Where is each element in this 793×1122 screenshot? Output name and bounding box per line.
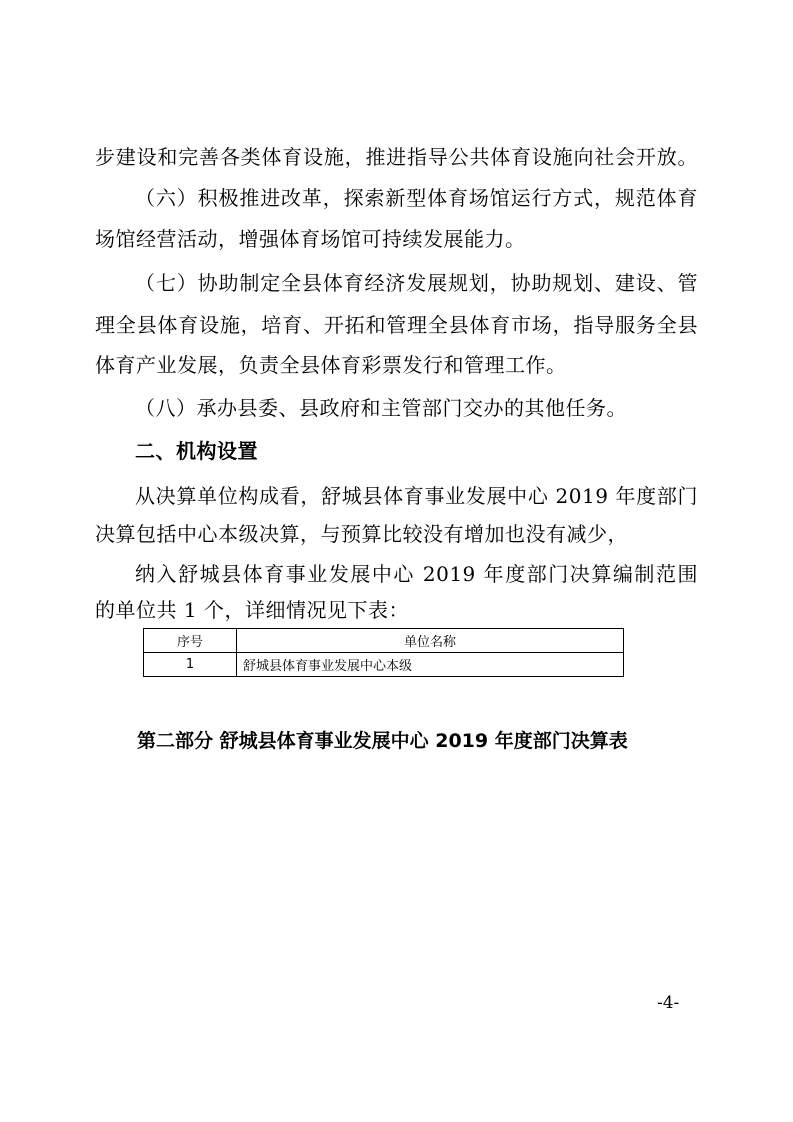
part-title: 第二部分 舒城县体育事业发展中心 2019 年度部门决算表	[137, 730, 628, 752]
paragraph-line: 场馆经营活动，增强体育场馆可持续发展能力。	[95, 227, 526, 251]
column-header-unit-name: 单位名称	[237, 629, 624, 653]
page-number: -4-	[657, 993, 680, 1013]
paragraph-line: 决算包括中心本级决算，与预算比较没有增加也没有减少，	[95, 522, 628, 546]
table-header-row	[144, 629, 624, 653]
column-header-index: 序号	[144, 629, 237, 653]
paragraph-line: 步建设和完善各类体育设施，推进指导公共体育设施向社会开放。	[95, 145, 698, 169]
paragraph-line: 纳入舒城县体育事业发展中心 2019 年度部门决算编制范围	[135, 562, 698, 586]
paragraph-line: 理全县体育设施，培育、开拓和管理全县体育市场，指导服务全县	[95, 313, 698, 337]
paragraph-line: 体育产业发展，负责全县体育彩票发行和管理工作。	[95, 353, 567, 377]
section-heading: 二、机构设置	[135, 439, 258, 463]
paragraph-line: 从决算单位构成看，舒城县体育事业发展中心 2019 年度部门	[135, 484, 698, 508]
table-cell-index: 1	[144, 653, 237, 677]
paragraph-line: （八）承办县委、县政府和主管部门交办的其他任务。	[135, 396, 627, 420]
table-cell-unit-name: 舒城县体育事业发展中心本级	[237, 653, 624, 677]
unit-table	[143, 628, 624, 677]
paragraph-line: 的单位共 1 个，详细情况见下表：	[95, 598, 409, 622]
table-row	[144, 653, 624, 677]
paragraph-line: （六）积极推进改革，探索新型体育场馆运行方式，规范体育	[135, 186, 698, 210]
paragraph-line: （七）协助制定全县体育经济发展规划，协助规划、建设、管	[135, 271, 698, 295]
